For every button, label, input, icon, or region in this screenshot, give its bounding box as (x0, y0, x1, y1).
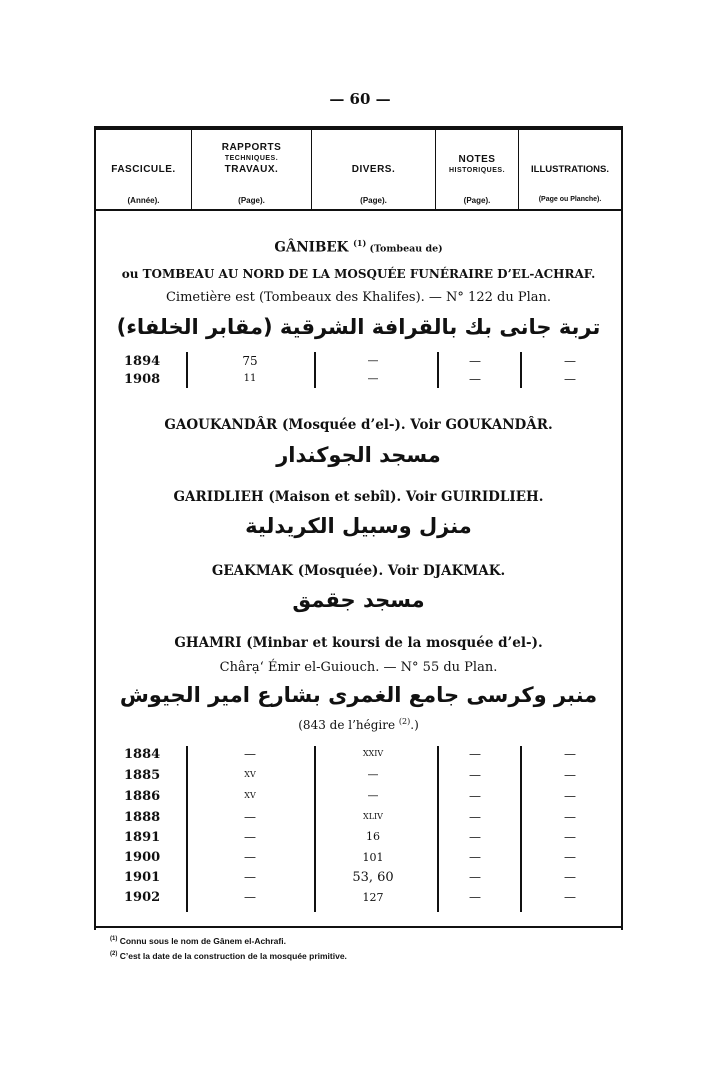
column-bar (520, 746, 522, 912)
column-bar (186, 746, 188, 912)
header-fascicule: FASCICULE. (111, 164, 176, 175)
header-sub-annee: (Année). (127, 196, 160, 205)
entry-geakmak-arabic: مسجد جقمق (292, 588, 425, 612)
entry-ghamri-arabic: منبر وكرسى جامع الغمرى بشارع امير الجيوش (119, 683, 598, 707)
entry-ghamri-location: Chârạ‘ Émir el-Guiouch. — N° 55 du Plan. (219, 660, 498, 675)
header-divers: DIVERS. (351, 164, 396, 175)
entry-garidlieh-title: GARIDLIEH (Maison et sebîl). Voir GUIRIDLIEH. (173, 489, 544, 505)
column-bar (314, 352, 316, 388)
header-sub-page: (Page). (238, 196, 265, 205)
entry-gaoukandar-arabic: مسجد الجوكندار (276, 443, 441, 467)
column-bar (437, 352, 439, 388)
page-number: — 60 — (329, 90, 391, 108)
entry-ganibek-location: Cimetière est (Tombeaux des Khalifes). — N° 122 du Plan. (165, 290, 551, 305)
header-notes: NOTES HISTORIQUES. (448, 154, 506, 174)
column-bar (186, 352, 188, 388)
header-sub-page: (Page). (360, 196, 387, 205)
header-illustrations: ILLUSTRATIONS. (531, 164, 609, 175)
entry-ganibek-subtitle: ou TOMBEAU AU NORD DE LA MOSQUÉE FUNÉRAIRE D’EL-ACHRAF. (121, 267, 596, 281)
entry-ganibek-arabic: تربة جانى بك بالقرافة الشرقية (مقابر الخلفاء) (116, 315, 601, 339)
header-sub-page: (Page). (463, 196, 491, 205)
footnote: $^{(1)}$ Connu sous le nom de Gânem el-Achrafi. (110, 936, 286, 946)
footnote-rule (94, 926, 623, 928)
header-rapports: RAPPORTS TECHNIQUES. TRAVAUX. (221, 142, 282, 175)
header-rule (94, 209, 623, 211)
entry-garidlieh-arabic: منزل وسبيل الكريدلية (245, 514, 472, 538)
entry-ghamri-title: GHAMRI (Minbar et koursi de la mosquée d’el-). (174, 635, 543, 651)
entry-ghamri-date: (843 de l’hégire $^{(2)}$.) (298, 717, 419, 732)
entry-geakmak-title: GEAKMAK (Mosquée). Voir DJAKMAK. (211, 563, 506, 579)
entry-ganibek-title: GÂNIBEK $^{(1)}$ (Tombeau de) (274, 238, 443, 256)
column-bar (520, 352, 522, 388)
column-bar (437, 746, 439, 912)
footnote: $^{(2)}$ C’est la date de la construction de la mosquée primitive. (110, 951, 347, 961)
header-sub-planche: (Page ou Planche). (538, 196, 602, 203)
column-bar (314, 746, 316, 912)
entry-gaoukandar-title: GAOUKANDÂR (Mosquée d’el-). Voir GOUKANDÂR. (164, 417, 553, 433)
